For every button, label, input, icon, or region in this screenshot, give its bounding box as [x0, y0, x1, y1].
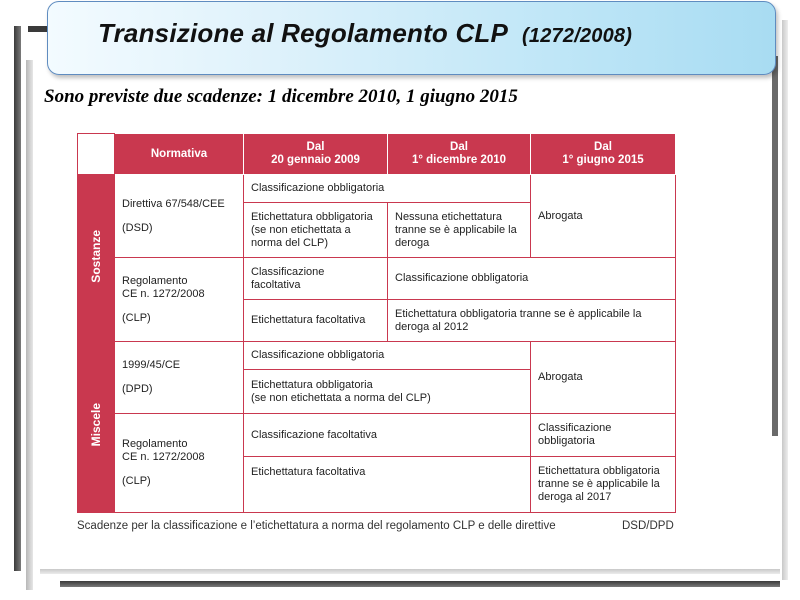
- slide-title-number: (1272/2008): [522, 25, 633, 47]
- table-row: [78, 258, 676, 300]
- group-miscele-label: Miscele: [88, 403, 103, 447]
- clp-miscele-etich-obbligatoria: Etichettatura obbligatoria tranne se è applicabile la deroga al 2017: [531, 457, 676, 513]
- decor-bar-bottom-dark: [60, 581, 780, 587]
- transition-table: [77, 133, 676, 513]
- decor-bar-right-dark: [772, 56, 778, 436]
- dsd-etichettatura: Etichettatura obbligatoria (se non etichettata a norma del CLP): [244, 203, 388, 258]
- table-caption-text: Scadenze per la classificazione e l’etichettatura a norma del regolamento CLP e delle direttive: [77, 520, 556, 532]
- group-sostanze-label: Sostanze: [88, 229, 103, 283]
- norm-dpd-abbr: (DPD): [122, 383, 153, 395]
- table-row: [78, 342, 676, 370]
- norm-clp-sostanze-name: Regolamento CE n. 1272/2008: [122, 274, 205, 300]
- table-row: [78, 175, 676, 203]
- norm-dsd-abbr: (DSD): [122, 221, 153, 234]
- norm-dsd: [115, 175, 244, 258]
- clp-sostanze-etich-facoltativa: Etichettatura facoltativa: [244, 300, 388, 342]
- dsd-abrogata: Abrogata: [531, 175, 676, 258]
- norm-dpd-name: 1999/45/CE: [122, 359, 181, 371]
- clp-sostanze-class-obbligatoria: Classificazione obbligatoria: [388, 258, 676, 300]
- group-sostanze: [78, 175, 115, 342]
- slide-title: [98, 18, 632, 49]
- dsd-classificazione: Classificazione obbligatoria: [244, 175, 531, 203]
- group-miscele: [78, 342, 115, 513]
- dpd-abrogata: Abrogata: [531, 342, 676, 414]
- decor-bar-left-light: [26, 60, 33, 590]
- table-header-row: [78, 134, 676, 175]
- decor-bar-right-light: [782, 20, 788, 580]
- clp-miscele-class-obbligatoria: Classificazione obbligatoria: [531, 414, 676, 457]
- norm-clp-sostanze-abbr: (CLP): [122, 311, 151, 324]
- decor-bar-left-dark: [14, 26, 21, 571]
- header-2015: Dal 1° giugno 2015: [531, 134, 676, 175]
- table-caption-right: DSD/DPD: [622, 520, 674, 532]
- norm-clp-sostanze: [115, 258, 244, 342]
- norm-dpd: [115, 342, 244, 414]
- table-caption: [77, 520, 675, 532]
- slide-subtitle: Sono previste due scadenze: 1 dicembre 2010, 1 giugno 2015: [44, 86, 518, 107]
- header-normativa: Normativa: [115, 134, 244, 175]
- dpd-classificazione: Classificazione obbligatoria: [244, 342, 531, 370]
- header-2009: Dal 20 gennaio 2009: [244, 134, 388, 175]
- header-corner: [78, 134, 115, 175]
- clp-miscele-etich-facoltativa: Etichettatura facoltativa: [244, 457, 531, 513]
- decor-bar-bottom-light: [40, 569, 780, 574]
- dpd-etichettatura: Etichettatura obbligatoria (se non etichettata a norma del CLP): [244, 370, 531, 414]
- header-2010: Dal 1° dicembre 2010: [388, 134, 531, 175]
- dsd-nessuna-etichettatura: Nessuna etichettatura tranne se è applicabile la deroga: [388, 203, 531, 258]
- table-row: [78, 414, 676, 457]
- norm-clp-miscele: [115, 414, 244, 513]
- norm-clp-miscele-abbr: (CLP): [122, 475, 151, 487]
- norm-clp-miscele-name: Regolamento CE n. 1272/2008: [122, 438, 205, 463]
- norm-dsd-name: Direttiva 67/548/CEE: [122, 197, 225, 210]
- clp-sostanze-class-facoltativa: Classificazione facoltativa: [244, 258, 388, 300]
- clp-sostanze-etich-obbligatoria: Etichettatura obbligatoria tranne se è applicabile la deroga al 2012: [388, 300, 676, 342]
- slide-title-text: Transizione al Regolamento CLP: [98, 18, 509, 48]
- clp-miscele-class-facoltativa: Classificazione facoltativa: [244, 414, 531, 457]
